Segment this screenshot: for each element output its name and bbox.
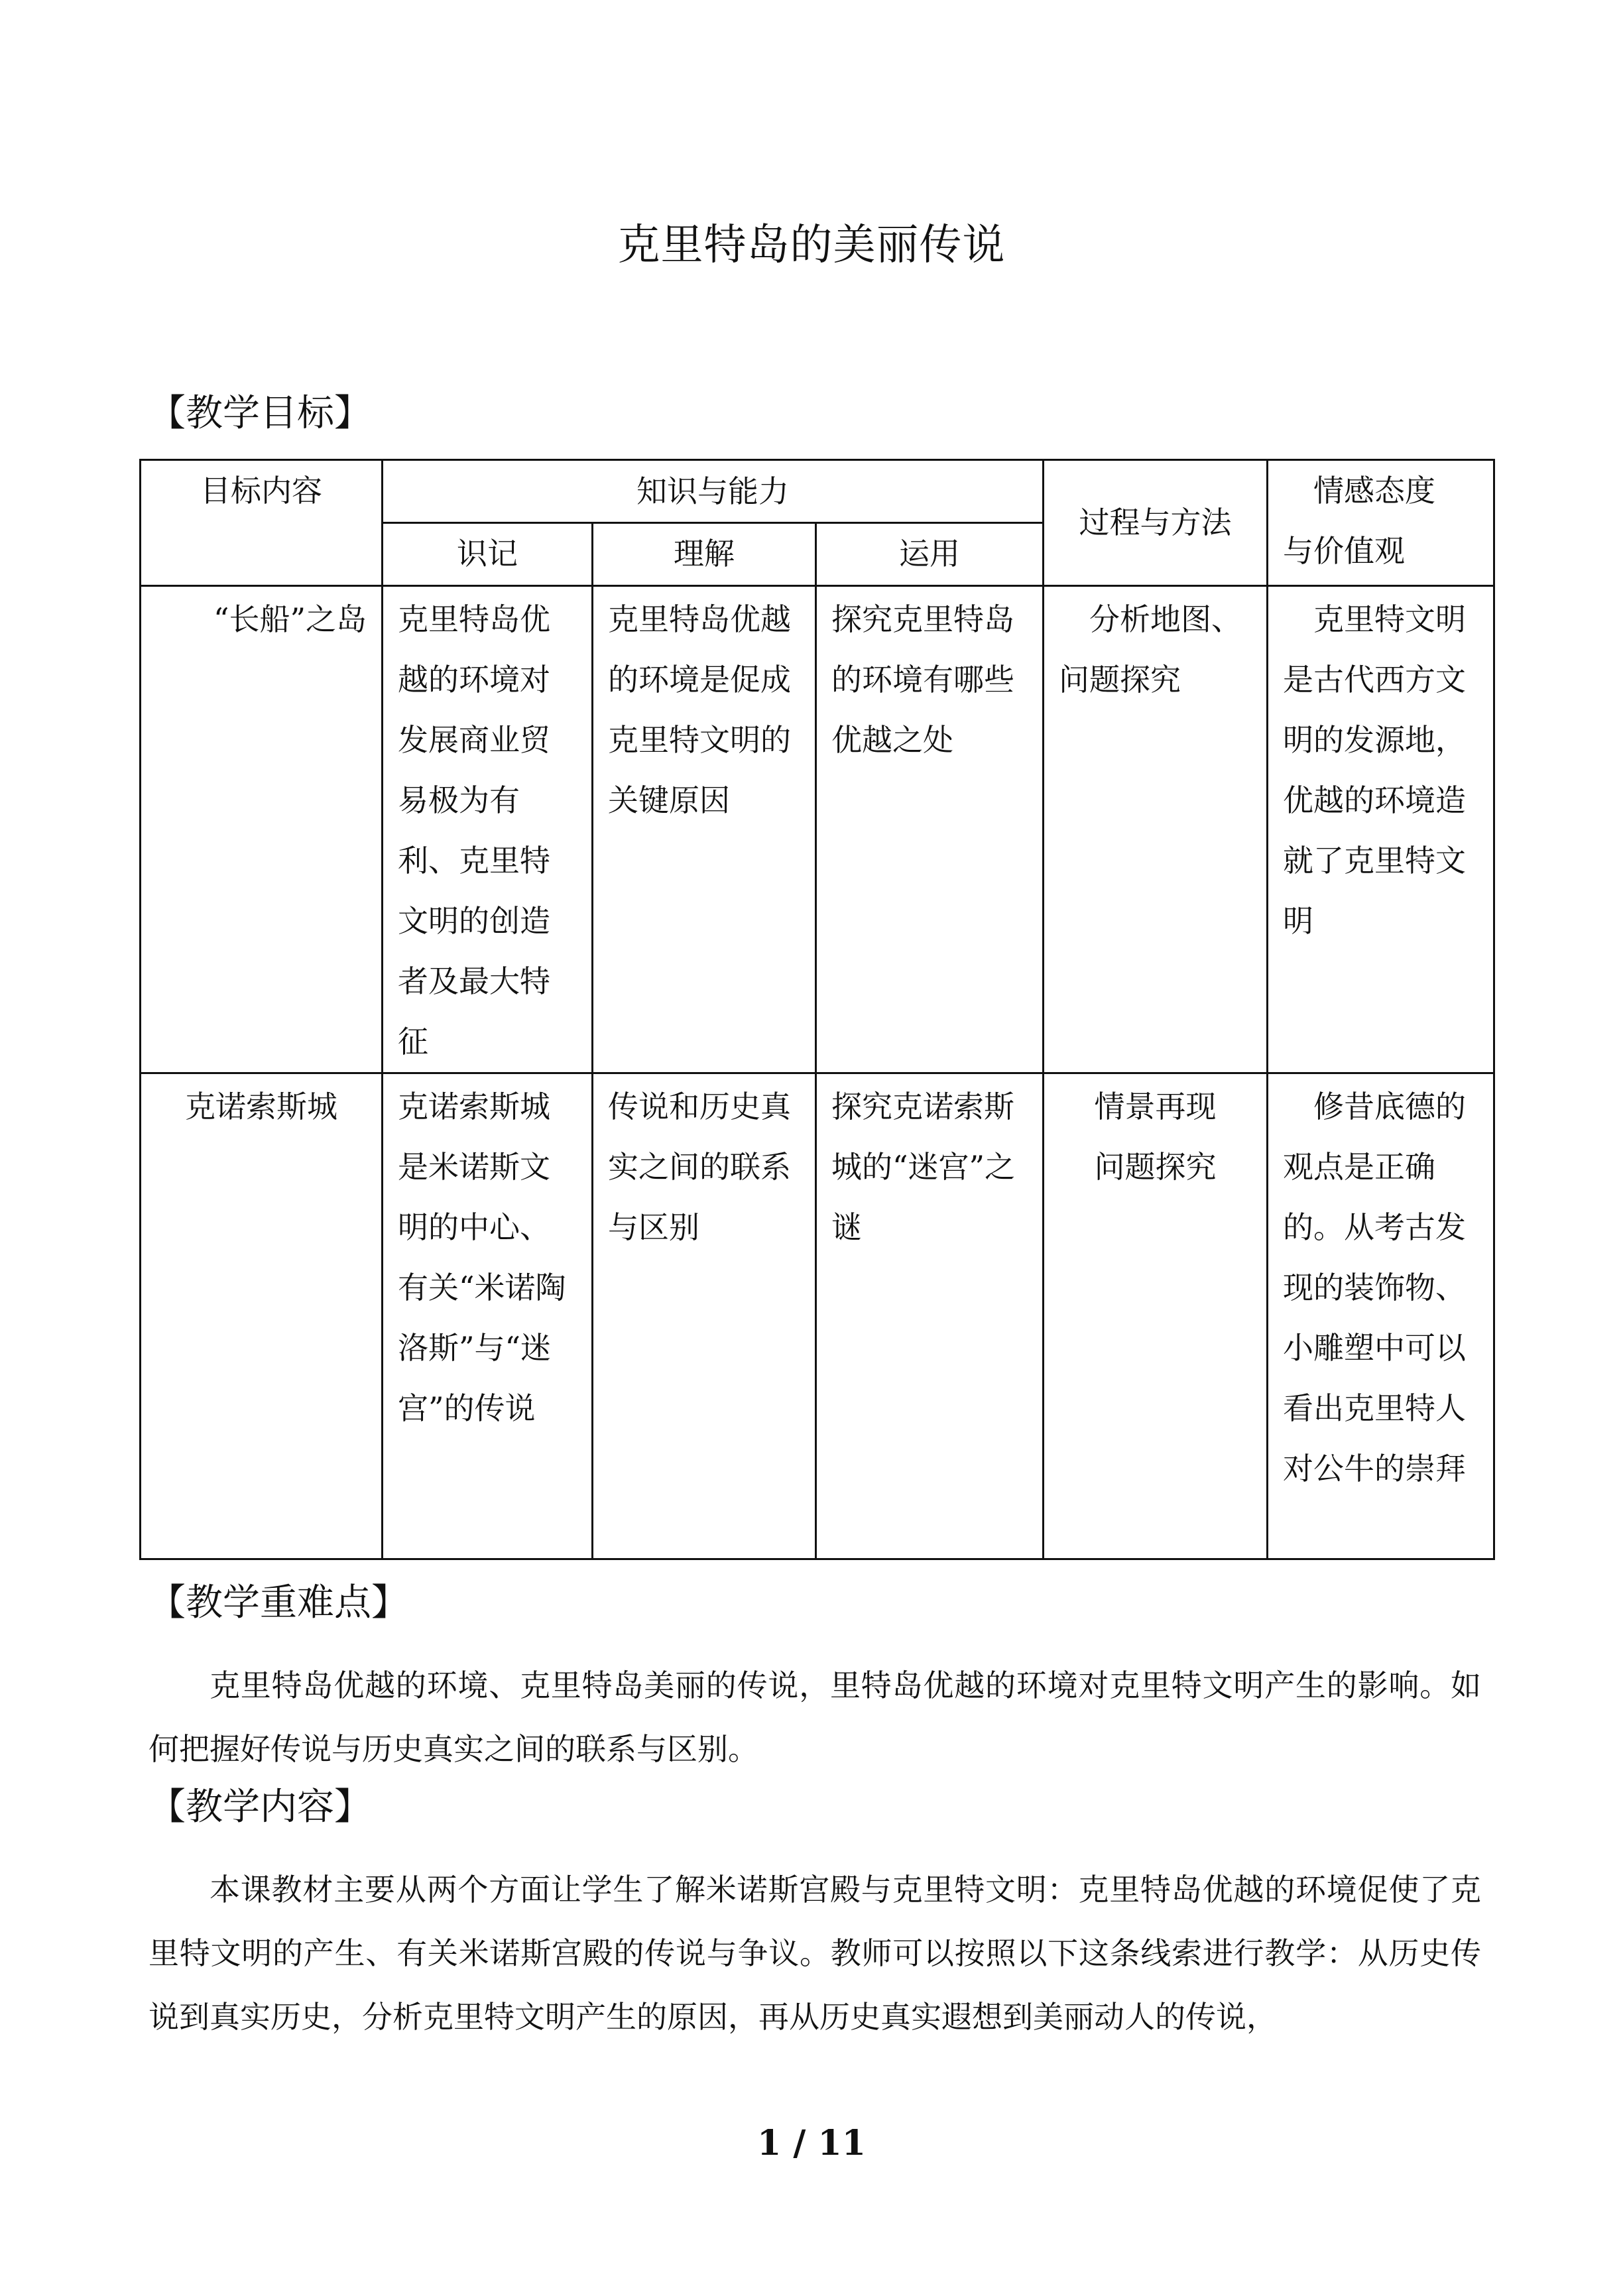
document-title: 克里特岛的美丽传说 — [617, 221, 1006, 270]
cell-emotion: 克里特文明是古代西方文明的发源地，优越的环境造就了克里特文明 — [1268, 586, 1494, 1073]
cell-recall: 克诺索斯城是米诺斯文明的中心、有关“米诺陶洛斯”与“迷宫”的传说 — [383, 1073, 593, 1559]
cell-recall: 克里特岛优越的环境对发展商业贸易极为有利、克里特文明的创造者及最大特征 — [383, 586, 593, 1073]
cell-understand: 传说和历史真实之间的联系与区别 — [593, 1073, 816, 1559]
cell-understand: 克里特岛优越的环境是促成克里特文明的关键原因 — [593, 586, 816, 1073]
section-heading-content: 【教学内容】 — [149, 1785, 371, 1829]
header-apply: 运用 — [816, 523, 1044, 586]
table-row — [141, 586, 1494, 1073]
cell-process-line2: 问题探究 — [1094, 1149, 1217, 1185]
page-indicator: 1 / 11 — [757, 2123, 866, 2163]
section-heading-difficulty: 【教学重难点】 — [149, 1581, 408, 1624]
cell-target: “长船”之岛 — [141, 586, 383, 1073]
cell-apply: 探究克里特岛的环境有哪些优越之处 — [816, 586, 1044, 1073]
table-row — [141, 1073, 1494, 1559]
cell-emotion: 修昔底德的观点是正确的。从考古发现的装饰物、小雕塑中可以看出克里特人对公牛的崇拜 — [1268, 1073, 1494, 1559]
header-knowledge: 知识与能力 — [383, 460, 1044, 523]
header-recall: 识记 — [383, 523, 593, 586]
cell-target: 克诺索斯城 — [141, 1073, 383, 1559]
cell-process-line1: 情景再现 — [1094, 1089, 1217, 1124]
header-process: 过程与方法 — [1044, 460, 1268, 586]
section-heading-goals: 【教学目标】 — [149, 392, 371, 435]
cell-process — [1044, 1073, 1268, 1559]
table-header-row — [141, 460, 1494, 523]
cell-process: 分析地图、问题探究 — [1044, 586, 1268, 1073]
content-paragraph: 本课教材主要从两个方面让学生了解米诺斯宫殿与克里特文明：克里特岛优越的环境促使了克里特文明的产生、有关米诺斯宫殿的传说与争议。教师可以按照以下这条线索进行教学：从历史传说到真实历史，分析克里特文明产生的原因，再从历史真实遐想到美丽动人的传说， — [149, 1872, 1481, 2035]
cell-apply: 探究克诺索斯城的“迷宫”之谜 — [816, 1073, 1044, 1559]
difficulty-paragraph: 克里特岛优越的环境、克里特岛美丽的传说，里特岛优越的环境对克里特文明产生的影响。如何把握好传说与历史真实之间的联系与区别。 — [149, 1667, 1481, 1767]
header-emotion — [1268, 460, 1494, 586]
header-emotion-line1: 情感态度 — [1313, 473, 1436, 509]
header-understand: 理解 — [593, 523, 816, 586]
header-emotion-line2: 与价值观 — [1283, 533, 1406, 569]
header-target: 目标内容 — [141, 460, 383, 586]
goals-table — [139, 459, 1495, 1560]
